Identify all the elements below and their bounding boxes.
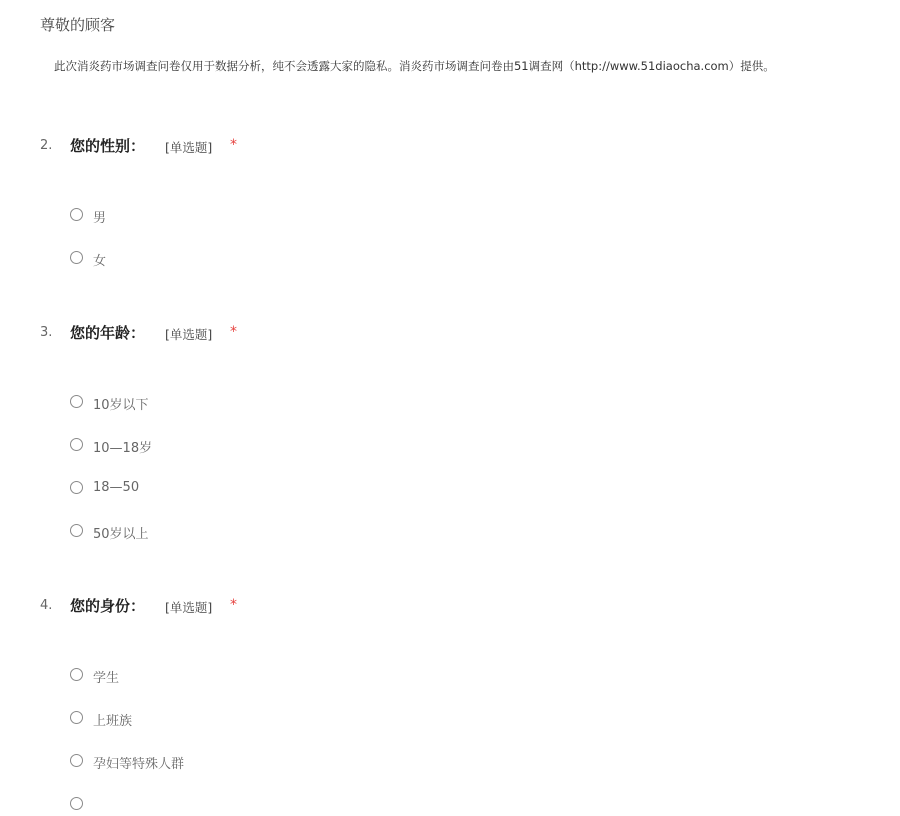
option-label[interactable]: 上班族 [93, 714, 133, 729]
option-label[interactable]: 女 [93, 254, 107, 269]
question-type: [单选题] [165, 140, 213, 155]
required-marker: * [230, 137, 237, 153]
radio-button[interactable] [70, 711, 83, 724]
question-gender [40, 135, 860, 269]
intro-title: 尊敬的顾客 [40, 16, 116, 34]
question-title: 您的年龄： [70, 324, 146, 342]
radio-button[interactable] [70, 438, 83, 451]
question-number: 4. [40, 598, 53, 613]
option-label[interactable]: 50岁以上 [93, 527, 149, 542]
required-marker: * [230, 597, 237, 613]
question-type: [单选题] [165, 327, 213, 342]
question-header [40, 322, 860, 346]
radio-button[interactable] [70, 754, 83, 767]
option-label[interactable]: 学生 [93, 671, 120, 686]
option-label[interactable]: 10—18岁 [93, 441, 153, 456]
question-title: 您的身份： [70, 597, 146, 615]
radio-button[interactable] [70, 668, 83, 681]
radio-button[interactable] [70, 208, 83, 221]
radio-button[interactable] [70, 797, 83, 810]
question-number: 2. [40, 138, 53, 153]
question-title: 您的性别： [70, 137, 146, 155]
radio-button[interactable] [70, 524, 83, 537]
radio-button[interactable] [70, 251, 83, 264]
option-label[interactable]: 10岁以下 [93, 398, 149, 413]
option-label[interactable]: 18—50 [93, 480, 140, 495]
question-identity [40, 595, 860, 772]
radio-button[interactable] [70, 481, 83, 494]
question-header [40, 135, 860, 159]
option-label[interactable]: 男 [93, 211, 107, 226]
question-number: 3. [40, 325, 53, 340]
required-marker: * [230, 324, 237, 340]
intro-text: 此次消炎药市场调查问卷仅用于数据分析，纯不会透露大家的隐私。消炎药市场调查问卷由51调查网（http://www.51diaocha.com）提供。 [54, 59, 775, 73]
option-label[interactable]: 孕妇等特殊人群 [93, 757, 185, 772]
question-age [40, 322, 860, 542]
question-type: [单选题] [165, 600, 213, 615]
question-header [40, 595, 860, 619]
radio-button[interactable] [70, 395, 83, 408]
